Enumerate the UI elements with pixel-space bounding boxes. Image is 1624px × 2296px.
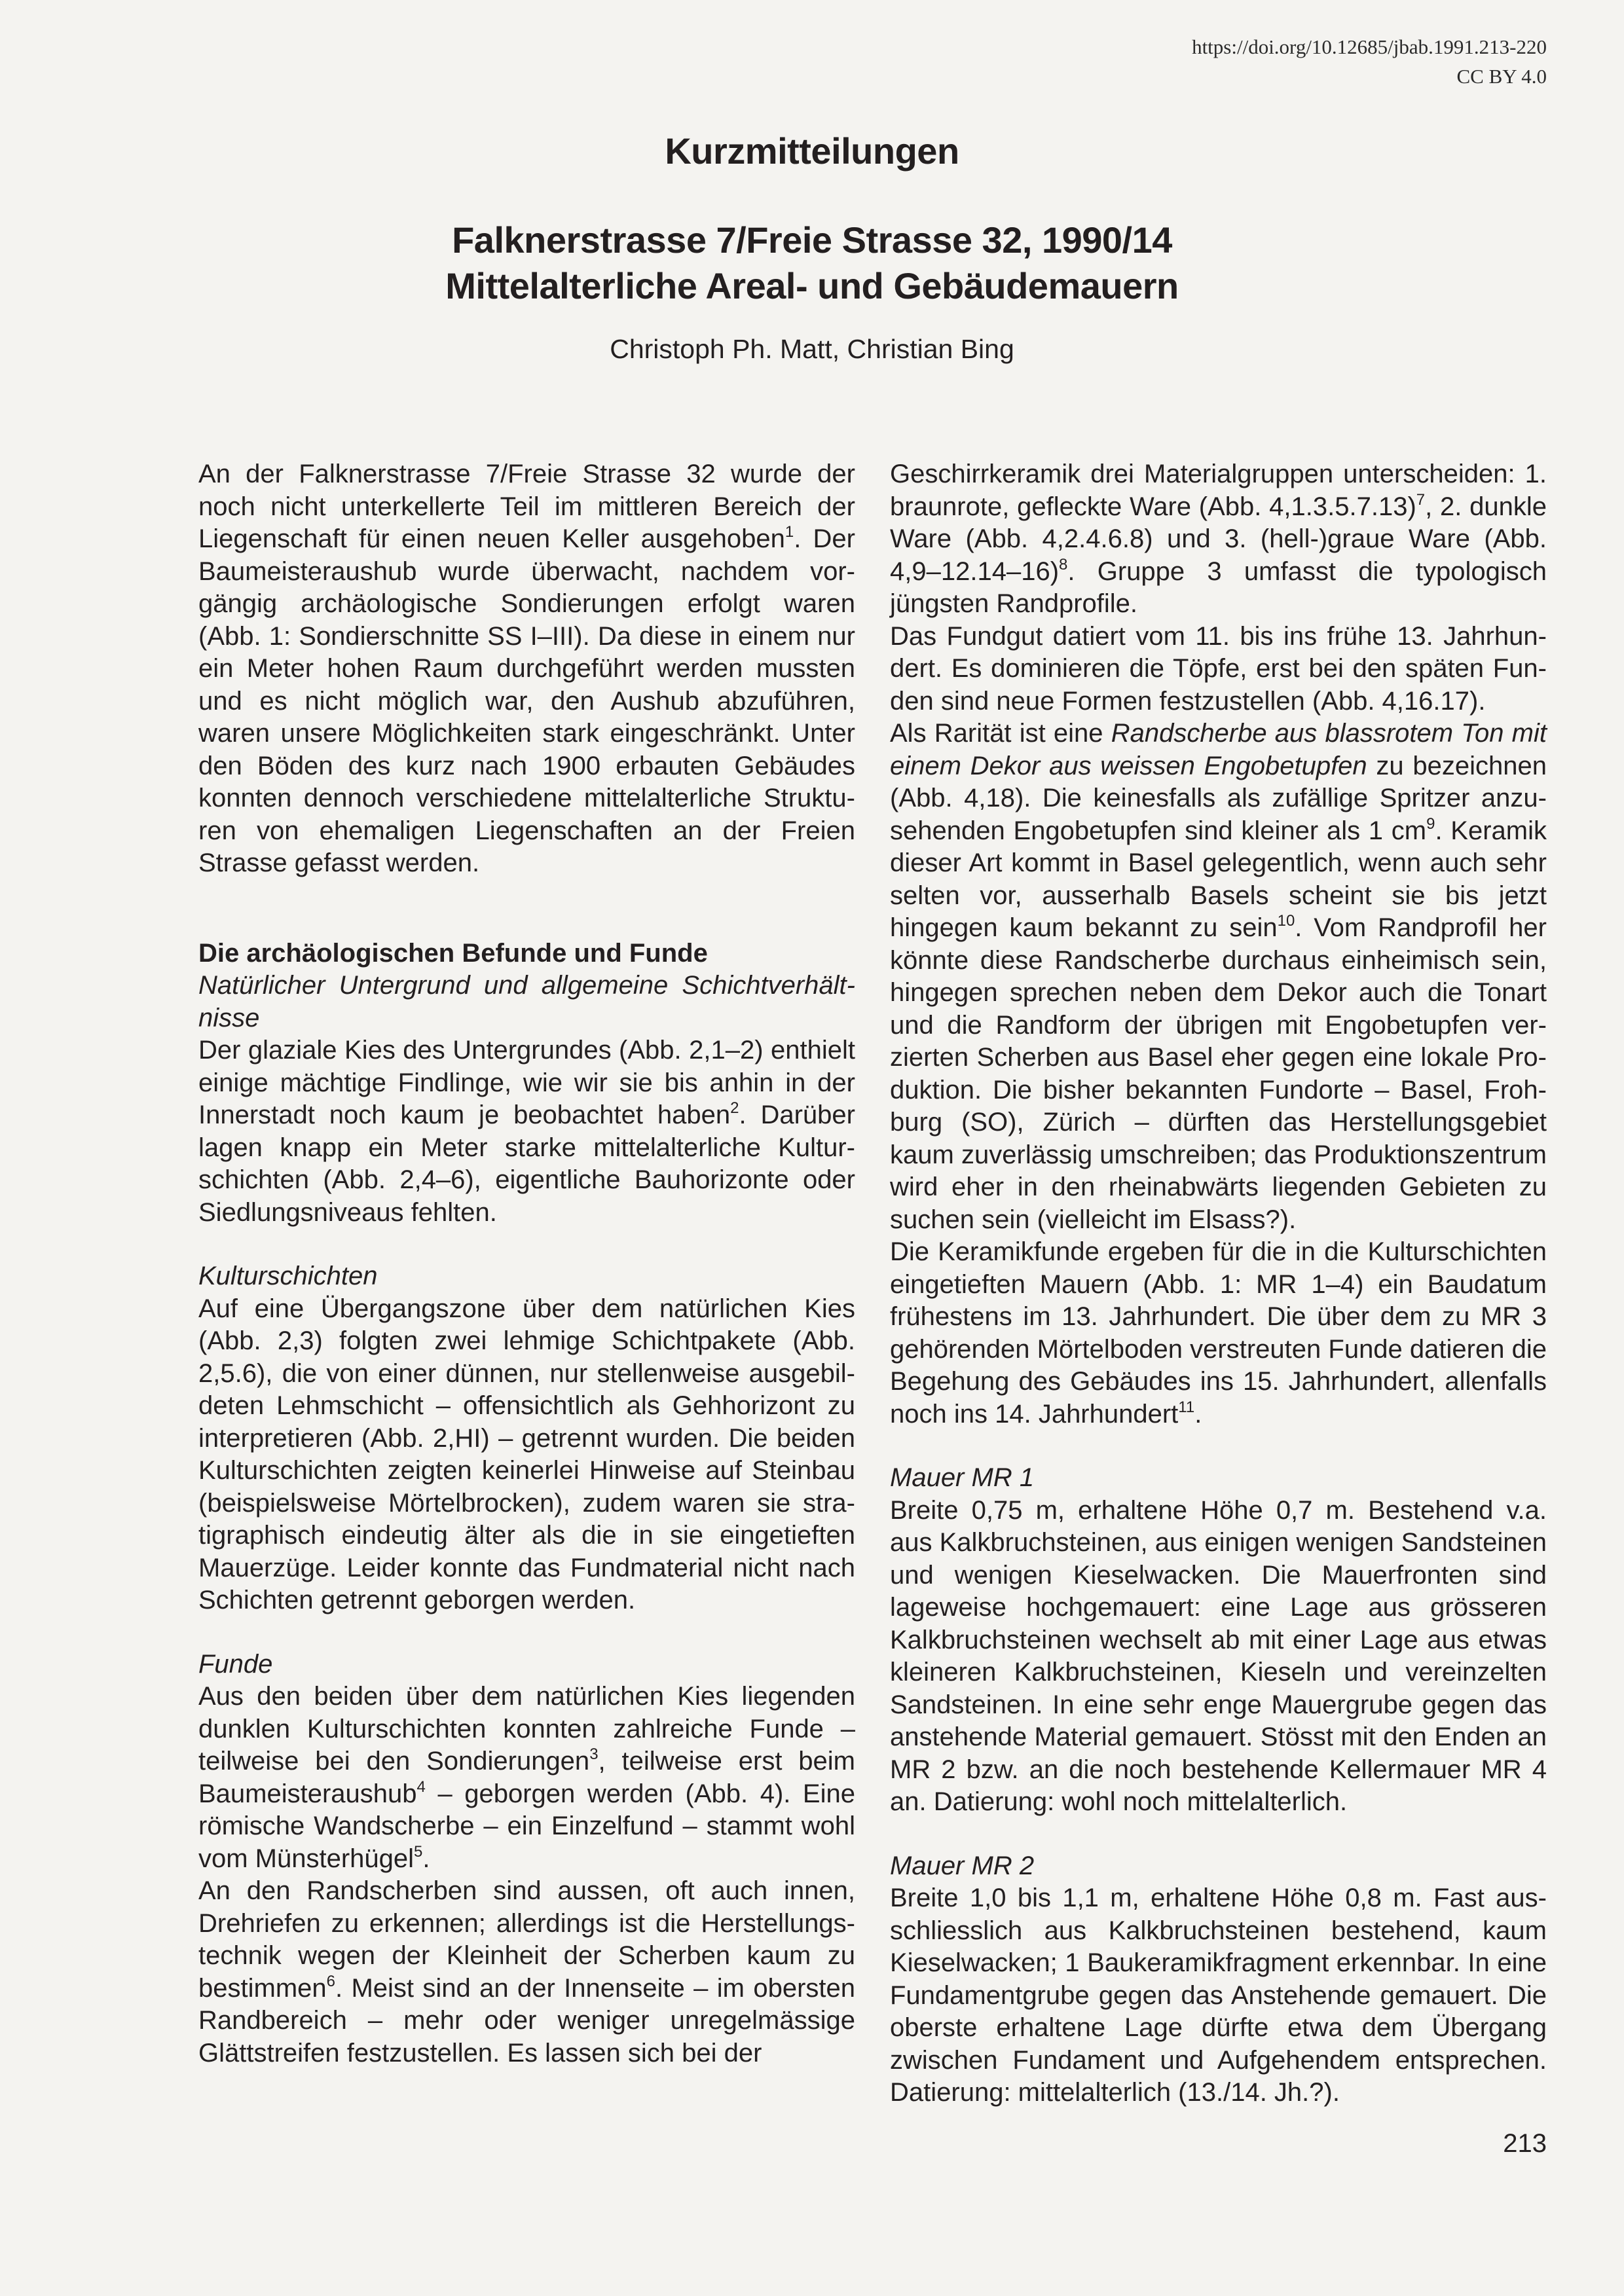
footnote-ref[interactable]: 4: [416, 1777, 426, 1796]
text-run: Geschirrkeramik drei Materialgruppen unterscheiden: 1. braunrote, gefleckte Ware (Abb. 4,1.3.5.7.13): [890, 460, 1547, 521]
text-run: , 2. dunkle Ware (Abb. 4,2.4.6.8) und 3. (hell-)graue Ware (Abb. 4,9–12.14–16): [890, 492, 1547, 586]
footnote-ref[interactable]: 2: [730, 1099, 739, 1117]
paragraph-baudatum: [890, 1236, 1547, 1430]
intro-paragraph: [198, 458, 855, 880]
subheading-mauer-mr2: Mauer MR 2: [890, 1851, 1035, 1880]
paragraph-raritaet: [890, 718, 1547, 1236]
paragraph-untergrund: [198, 1034, 855, 1229]
paragraph-mauer-mr1: Breite 0,75 m, erhaltene Höhe 0,7 m. Bestehend v.a. aus Kalkbruchsteinen, aus einigen wenigen Sandsteinen und wenigen Kieselwacken. Die Mauerfronten sind lageweise hochgemauert: eine Lage aus grösseren Kalkbruchsteinen wechselt ab mit einer Lage aus etwas kleineren Kalkbruchsteinen, Kieseln und vereinzelten Sandsteinen. In eine sehr enge Mauergrube gegen das anstehende Material gemauert. Stösst mit den Enden an MR 2 bzw. an die noch bestehende Kellermauer MR 4 an. Datierung: wohl noch mittelalterlich.: [890, 1495, 1547, 1816]
footnote-ref[interactable]: 6: [326, 1972, 335, 1990]
paragraph-kulturschichten: Auf eine Übergangszone über dem natürlichen Kies (Abb. 2,3) folgten zwei lehmige Schichtpakete (Abb. 2,5.6), die von einer dünnen, nur stellenweise ausgebildeten Lehmschicht – offensichtlich als Gehhorizont zu interpretieren (Abb. 2,HI) – getrennt wurden. Die beiden Kulturschichten zeigten keinerlei Hinweise auf Steinbau (beispielsweise Mörtelbrocken), zudem waren sie stratigraphisch eindeutig älter als die in sie eingetieften Mauerzüge. Leider konnte das Fundmaterial nicht nach Schichten getrennt geborgen werden.: [198, 1294, 855, 1614]
article-title-line-2: Mittelalterliche Areal- und Gebäudemauern: [445, 265, 1179, 306]
text-run: . Darüber lagen knapp ein Meter starke mittelalterliche Kulturschichten (Abb. 2,4–6), eigentliche Bauhorizonte oder Siedlungsniveaus fehlten.: [198, 1101, 855, 1227]
text-run: zu bezeichnen (Abb. 4,18). Die keinesfalls als zufällige Spritzer anzusehenden Engobetupfen sind kleiner als 1 cm: [890, 751, 1547, 845]
section-title: Kurzmitteilungen: [665, 130, 959, 172]
text-run: .: [422, 1844, 430, 1873]
text-run: An der Falknerstrasse 7/Freie Strasse 32 wurde der noch nicht unterkellerte Teil im mittleren Bereich der Liegenschaft für einen neuen Keller ausgehoben: [198, 460, 855, 553]
doi-link[interactable]: https://doi.org/10.12685/jbab.1991.213-220: [1192, 35, 1547, 58]
text-run: Der glaziale Kies des Untergrundes (Abb. 2,1–2) enthielt einige mächtige Findlinge, wie wir sie bis anhin in der Innerstadt noch kaum je beobachtet haben: [198, 1036, 855, 1129]
page-number: 213: [1503, 2129, 1547, 2158]
paragraph-mauer-mr2: Breite 1,0 bis 1,1 m, erhaltene Höhe 0,8 m. Fast ausschliesslich aus Kalkbruchsteinen bestehend, kaum Kieselwacken; 1 Baukeramikfragment erkennbar. In eine Fundamentgrube gegen das Anstehende gemauert. Die oberste erhaltene Lage dürfte etwa dem Übergang zwischen Fundament und Aufgehendem entsprechen. Datierung: mittelalterlich (13./14. Jh.?).: [890, 1884, 1547, 2107]
footnote-ref[interactable]: 5: [414, 1842, 423, 1861]
text-run: . Gruppe 3 umfasst die typologisch jüngsten Randprofile.: [890, 556, 1547, 618]
right-column: [890, 458, 1547, 2109]
paragraph-randscherben: [198, 1875, 855, 2069]
article-title: [0, 217, 1624, 309]
article-title-line-1: Falknerstrasse 7/Freie Strasse 32, 1990/14: [452, 219, 1172, 261]
text-run: Als Rarität ist eine: [890, 719, 1111, 748]
text-run: , teilweise erst beim Baumeisteraushub: [198, 1747, 855, 1808]
footnote-ref[interactable]: 7: [1416, 490, 1426, 509]
paragraph-funde: [198, 1681, 855, 1875]
emphasized-text: Randscherbe aus blassrotem Ton mit einem Dekor aus weissen Engobetupfen: [890, 719, 1547, 780]
article-authors: Christoph Ph. Matt, Christian Bing: [610, 334, 1014, 364]
license-label: CC BY 4.0: [1456, 64, 1547, 88]
left-column: [198, 458, 855, 2069]
text-run: . Keramik dieser Art kommt in Basel gelegentlich, wenn auch sehr selten vor, ausserhalb Basels scheint sie bis jetzt hingegen kaum bekannt zu sein: [890, 816, 1547, 942]
text-run: . Meist sind an der Innenseite – im obersten Randbereich – mehr oder weniger unregelmässige Glättstreifen festzustellen. Es lassen sich bei der: [198, 1973, 855, 2068]
paragraph-materialgruppen: [890, 458, 1547, 621]
text-run: .: [1194, 1399, 1202, 1429]
footnote-ref[interactable]: 10: [1277, 912, 1295, 930]
footnote-ref[interactable]: 3: [589, 1745, 599, 1763]
footnote-ref[interactable]: 1: [784, 523, 794, 541]
subheading-mauer-mr1: Mauer MR 1: [890, 1463, 1035, 1492]
paragraph-datierung: Das Fundgut datiert vom 11. bis ins frühe 13. Jahrhundert. Es dominieren die Töpfe, erst bei den späten Funden sind neue Formen festzustellen (Abb. 4,16.17).: [890, 621, 1547, 716]
text-run: Die Keramikfunde ergeben für die in die Kulturschichten eingetieften Mauern (Abb. 1: MR 1–4) ein Baudatum frühestens im 13. Jahrhundert. Die über dem zu MR 3 gehörenden Mörtelboden verstreuten Funde datieren die Begehung des Gebäudes ins 15. Jahrhundert, allenfalls noch ins 14. Jahrhundert: [890, 1237, 1547, 1429]
doi-header: [1192, 33, 1547, 92]
text-run: An den Randscherben sind aussen, oft auch innen, Drehriefen zu erkennen; allerdings ist die Herstellungstechnik wegen der Kleinheit der Scherben kaum zu bestimmen: [198, 1876, 855, 2003]
footnote-ref[interactable]: 9: [1426, 814, 1435, 833]
text-run: . Der Baumeisteraushub wurde überwacht, nachdem vorgängig archäologische Sondierungen erfolgt waren (Abb. 1: Sondierschnitte SS I–III). Da diese in einem nur ein Meter hohen Raum durchgeführt werden mussten und es nicht möglich war, den Aushub abzuführen, waren unsere Möglichkeiten stark eingeschränkt. Unter den Böden des kurz nach 1900 erbauten Gebäudes konnten dennoch verschiedene mittelalterliche Strukturen von ehemaligen Liegenschaften an der Freien Strasse gefasst werden.: [198, 524, 855, 877]
section-heading: Die archäologischen Befunde und Funde: [198, 938, 708, 968]
text-run: – geborgen werden (Abb. 4). Eine römische Wandscherbe – ein Einzelfund – stammt wohl vom Münsterhügel: [198, 1779, 855, 1873]
subheading-kulturschichten: Kulturschichten: [198, 1262, 378, 1290]
footnote-ref[interactable]: 11: [1178, 1398, 1195, 1416]
text-run: Aus den beiden über dem natürlichen Kies liegenden dunklen Kulturschichten konnten zahlreiche Funde – teilweise bei den Sondierungen: [198, 1682, 855, 1776]
footnote-ref[interactable]: 8: [1059, 555, 1068, 574]
text-run: . Vom Randprofil her könnte diese Randscherbe durchaus einheimisch sein, hingegen sprechen neben dem Dekor auch die Tonart und die Randform der übrigen mit Engobetupfen verzierten Scherben aus Basel eher gegen eine lokale Produktion. Die bisher bekannten Fundorte – Basel, Frohburg (SO), Zürich – dürften das Herstellungsgebiet kaum zuverlässig umschreiben; das Produktionszentrum wird eher in den rheinabwärts liegenden Gebieten zu suchen sein (vielleicht im Elsass?).: [890, 913, 1547, 1234]
subheading-untergrund: Natürlicher Untergrund und allgemeine Schichtverhältnisse: [198, 971, 855, 1032]
subheading-funde: Funde: [198, 1649, 273, 1679]
